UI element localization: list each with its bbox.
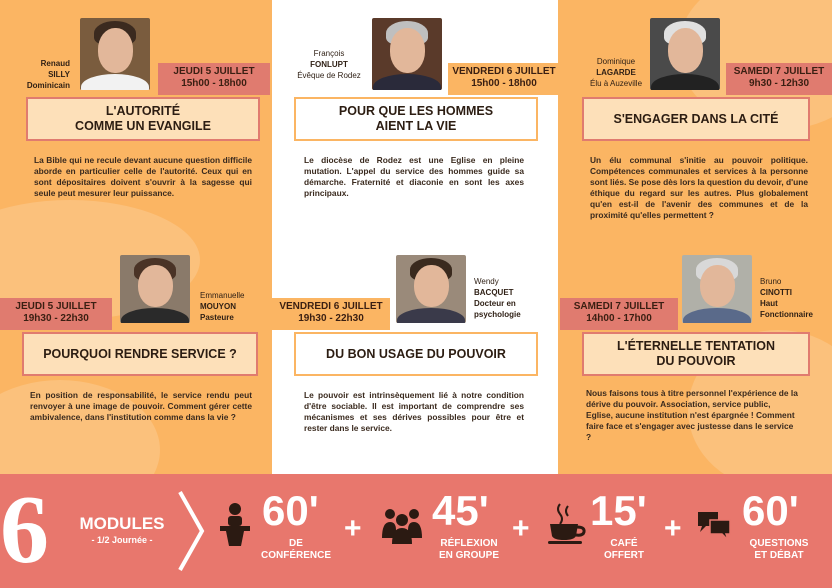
session-date-badge [560, 298, 678, 330]
speaker-last-name: FONLUPT [310, 60, 348, 69]
speaker-photo [372, 18, 442, 90]
speaker-role: Dominicain [26, 81, 70, 90]
speaker-photo [682, 255, 752, 323]
speaker-info [292, 48, 366, 81]
speaker-first-name: Dominique [596, 57, 636, 66]
session-title [294, 332, 538, 376]
coffee-cup-icon [546, 502, 588, 544]
speaker-photo [650, 18, 720, 90]
stat-value: 60' [262, 487, 319, 534]
session-date-badge [0, 298, 112, 330]
speaker-photo [396, 255, 466, 323]
session-time: 19h30 - 22h30 [23, 313, 89, 324]
speaker-last-name: BACQUET [474, 288, 514, 297]
speaker-photo [120, 255, 190, 323]
speaker-role: Pasteure [200, 313, 234, 322]
session-date: VENDREDI 6 JUILLET [279, 301, 383, 312]
session-time: 15h00 - 18h00 [471, 78, 537, 89]
session-title-line: POURQUOI RENDRE SERVICE ? [43, 346, 237, 361]
group-people-icon [380, 506, 424, 544]
session-date: JEUDI 5 JUILLET [15, 301, 97, 312]
session-title-line: AIENT LA VIE [375, 119, 457, 133]
speaker-first-name: Bruno [760, 277, 782, 286]
session-time: 19h30 - 22h30 [298, 313, 364, 324]
stat-label-line: QUESTIONS [749, 538, 809, 549]
speaker-info [584, 56, 648, 89]
speaker-role: Docteur en [474, 299, 516, 308]
speaker-first-name: Emmanuelle [200, 291, 245, 300]
session-description: Le diocèse de Rodez est une Eglise en pleine mutation. L'appel du service des hommes guide sa démarche. Fraternité et diaconie en sont les axes principaux. [304, 155, 524, 198]
stat-value: 15' [590, 487, 647, 534]
stat-label-line: RÉFLEXION [440, 538, 498, 549]
speaker-last-name: LAGARDE [596, 68, 636, 77]
speaker-first-name: François [313, 49, 345, 58]
speech-bubbles-icon [696, 510, 732, 542]
speaker-last-name: MOUYON [200, 302, 236, 311]
session-title-line: S'ENGAGER DANS LA CITÉ [613, 111, 779, 126]
stat-label-line: OFFERT [604, 550, 644, 561]
stat-label [424, 538, 514, 562]
session-date: SAMEDI 7 JUILLET [733, 66, 825, 77]
stat-label-line: ET DÉBAT [754, 550, 804, 561]
stat-label-line: DE [289, 538, 303, 549]
footer-banner [0, 474, 832, 588]
plus-sign: + [664, 512, 682, 545]
session-title-line: DU POUVOIR [656, 354, 736, 368]
speaker-role: Fonctionnaire [760, 310, 813, 319]
session-title-line: COMME UN EVANGILE [75, 119, 211, 133]
speaker-role: Évêque de Rodez [297, 71, 361, 80]
session-date-badge [726, 63, 832, 95]
stat-label-line: EN GROUPE [438, 550, 499, 561]
session-description: Le pouvoir est intrinsèquement lié à notre condition d'être sociable. Il est important de comprendre ses mécanismes et ses dérives possibles pour être et rester dans le service. [304, 390, 524, 433]
speaker-role: Élu à Auzeville [589, 79, 643, 88]
session-title [582, 97, 810, 141]
speaker-info [22, 58, 70, 91]
session-date: SAMEDI 7 JUILLET [573, 301, 665, 312]
session-title-line: L'AUTORITÉ [105, 104, 181, 118]
speaker-first-name: Wendy [474, 277, 499, 286]
stat-value: 45' [432, 487, 489, 534]
session-time: 14h00 - 17h00 [586, 313, 652, 324]
session-description: En position de responsabilité, le service rendu peut renvoyer à une image de pouvoir. Comment gérer cette ambivalence, dans l'institution comme dans la vie ? [30, 390, 252, 422]
session-time: 15h00 - 18h00 [181, 78, 247, 89]
modules-sublabel: - 1/2 Journée - [91, 535, 153, 545]
session-date-badge [272, 298, 390, 330]
session-title [582, 332, 810, 376]
modules-label: MODULES [79, 514, 165, 533]
session-description: La Bible qui ne recule devant aucune question difficile aborde en particulier celle de l'autorité. Ceux qui en sont dépositaires doivent s'ouvrir à la sagesse qui seule peut mesurer leur puissance. [34, 155, 252, 198]
session-date-badge [158, 63, 270, 95]
session-title [22, 332, 258, 376]
session-date-badge [448, 63, 560, 95]
session-title-line: DU BON USAGE DU POUVOIR [326, 346, 506, 361]
speaker-role: psychologie [474, 310, 521, 319]
speaker-info [760, 276, 830, 320]
speaker-last-name: SILLY [48, 70, 70, 79]
modules-label-block [72, 514, 172, 546]
session-date: VENDREDI 6 JUILLET [452, 66, 556, 77]
stat-label [594, 538, 654, 562]
speaker-photo [80, 18, 150, 90]
modules-count: 6 [0, 476, 49, 584]
stat-label [734, 538, 824, 562]
speaker-role: Haut [760, 299, 778, 308]
session-title [294, 97, 538, 141]
speaker-first-name: Renaud [40, 59, 70, 68]
session-description: Nous faisons tous à titre personnel l'expérience de la dérive du pouvoir. Association, service public, Eglise, aucune institution n'est épargnée ! Comment faire face et s'engager avec justesse dans le service ? [586, 388, 798, 442]
session-title-line: L'ÉTERNELLE TENTATION [616, 339, 776, 353]
plus-sign: + [344, 512, 362, 545]
stat-value: 60' [742, 487, 799, 534]
stat-label-line: CAFÉ [610, 538, 638, 549]
session-title-line: POUR QUE LES HOMMES [338, 104, 494, 118]
plus-sign: + [512, 512, 530, 545]
stat-label [252, 538, 340, 562]
lectern-speaker-icon [218, 502, 252, 548]
speaker-info [474, 276, 544, 320]
speaker-last-name: CINOTTI [760, 288, 792, 297]
stat-label-line: CONFÉRENCE [260, 550, 331, 561]
chevron-right-icon [176, 488, 206, 574]
speaker-info [200, 290, 272, 323]
session-description: Un élu communal s'initie au pouvoir politique. Compétences communales et services à la personne sont liés. Se pose dès lors la question du devoir, d'une éthique du regard sur les autres. Plus globalement qu'en est-il de l'avenir des communes et de la proximité qu'elles permettent ? [590, 155, 808, 220]
session-time: 9h30 - 12h30 [748, 78, 810, 89]
session-date: JEUDI 5 JUILLET [173, 66, 255, 77]
session-title [26, 97, 260, 141]
